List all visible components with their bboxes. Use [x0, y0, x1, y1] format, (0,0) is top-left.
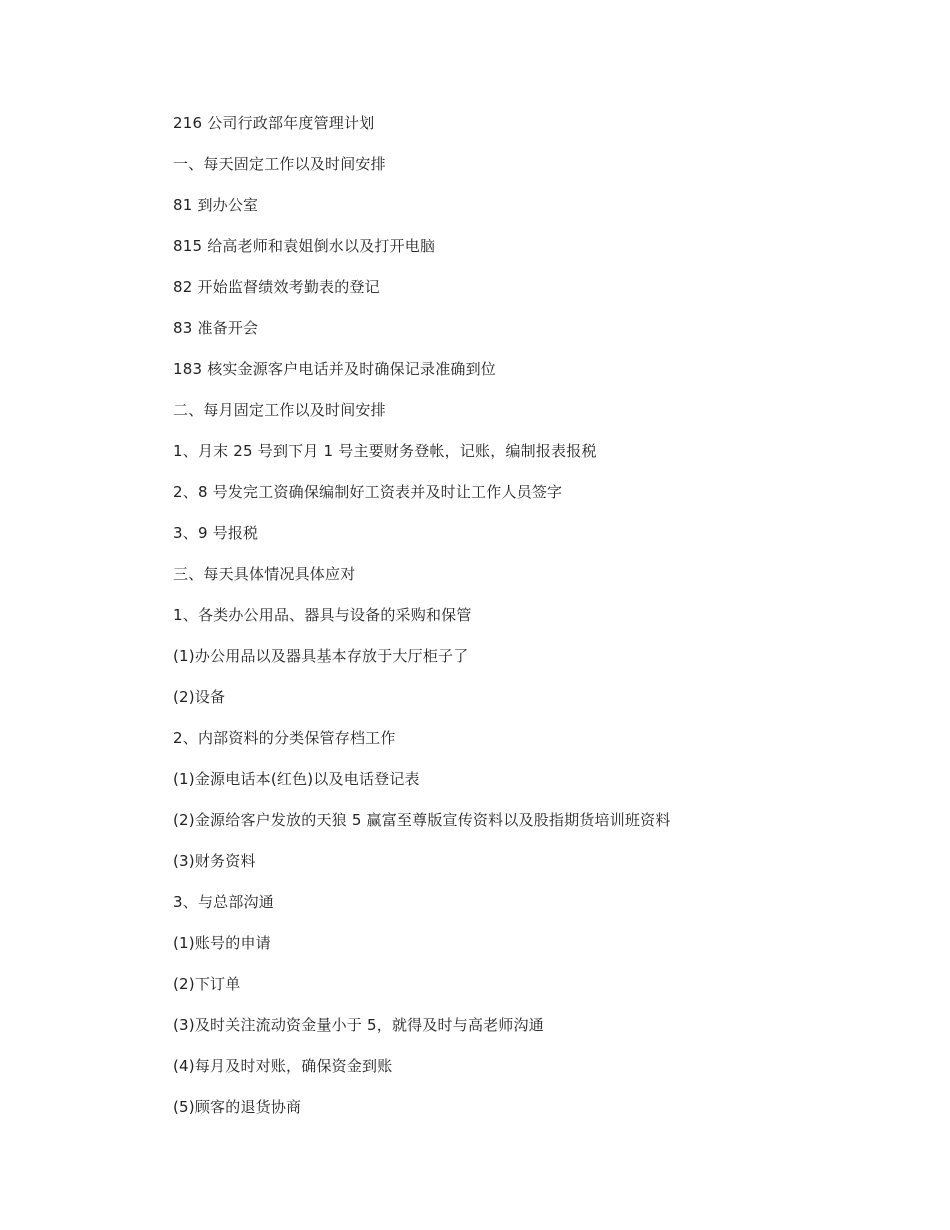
text-line: (4)每月及时对账，确保资金到账: [173, 1057, 393, 1075]
text-line: (2)设备: [173, 688, 226, 706]
text-line: 81 到办公室: [173, 196, 259, 214]
text-line: 1、月末 25 号到下月 1 号主要财务登帐，记账，编制报表报税: [173, 442, 597, 460]
subsection-heading: 3、与总部沟通: [173, 893, 274, 911]
text-line: (5)顾客的退货协商: [173, 1098, 302, 1116]
subsection-heading: 2、内部资料的分类保管存档工作: [173, 729, 396, 747]
text-line: (1)办公用品以及器具基本存放于大厅柜子了: [173, 647, 469, 665]
text-line: 83 准备开会: [173, 319, 259, 337]
text-line: (2)下订单: [173, 975, 241, 993]
text-line: (1)账号的申请: [173, 934, 271, 952]
text-line: (1)金源电话本(红色)以及电话登记表: [173, 770, 420, 788]
text-line: 183 核实金源客户电话并及时确保记录准确到位: [173, 360, 497, 378]
text-line: 815 给高老师和袁姐倒水以及打开电脑: [173, 237, 436, 255]
document-title: 216 公司行政部年度管理计划: [173, 114, 375, 132]
text-line: 2、8 号发完工资确保编制好工资表并及时让工作人员签字: [173, 483, 563, 501]
section-heading-daily-fixed-work: 一、每天固定工作以及时间安排: [173, 155, 386, 173]
section-heading-daily-situations: 三、每天具体情况具体应对: [173, 565, 356, 583]
section-heading-monthly-fixed-work: 二、每月固定工作以及时间安排: [173, 401, 386, 419]
subsection-heading: 1、各类办公用品、器具与设备的采购和保管: [173, 606, 472, 624]
text-line: (2)金源给客户发放的天狼 5 赢富至尊版宣传资料以及股指期货培训班资料: [173, 811, 671, 829]
text-line: (3)及时关注流动资金量小于 5，就得及时与高老师沟通: [173, 1016, 544, 1034]
text-line: 82 开始监督绩效考勤表的登记: [173, 278, 380, 296]
text-line: 3、9 号报税: [173, 524, 259, 542]
document-body: [173, 113, 873, 1138]
text-line: (3)财务资料: [173, 852, 256, 870]
